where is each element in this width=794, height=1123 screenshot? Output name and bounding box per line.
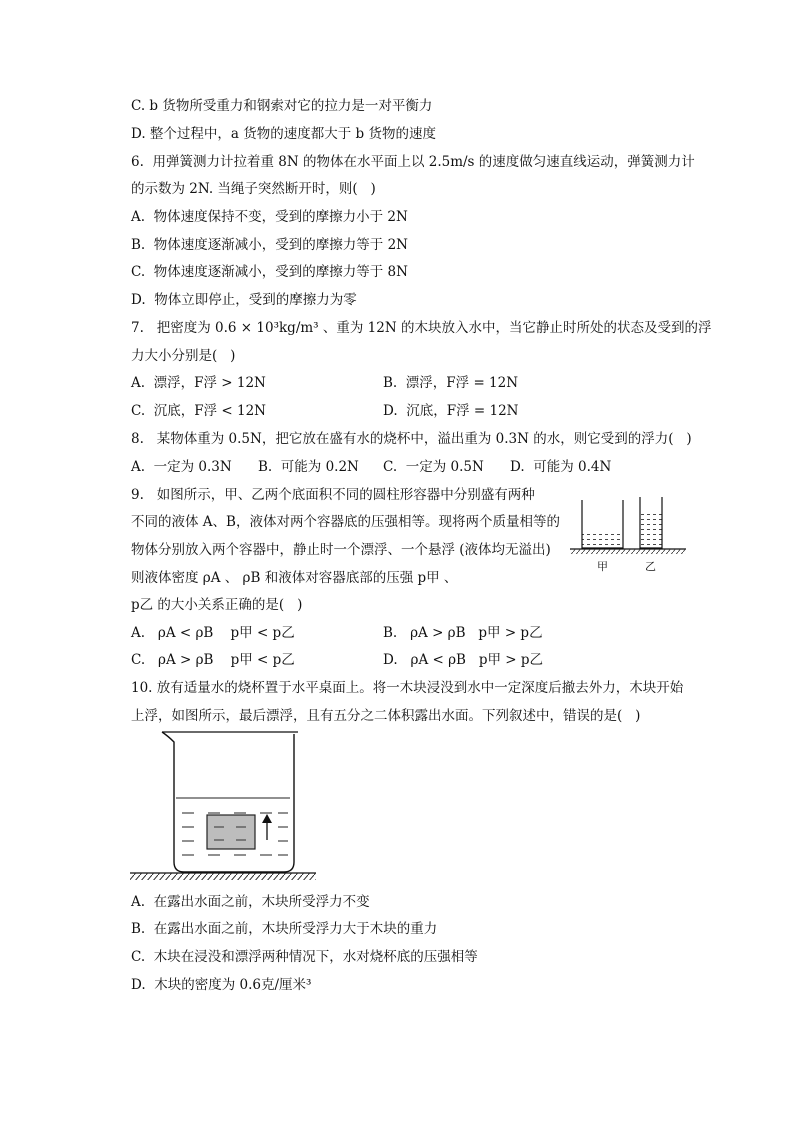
q6-option-c: C. 物体速度逐渐减小，受到的摩擦力等于 8N <box>131 264 408 280</box>
q7-stem-line1: 7. 把密度为 0.6 × 10³kg/m³ 、重为 12N 的木块放入水中，当它静止时所处的状态及受到的浮 <box>131 320 712 336</box>
q8-option-a: A. 一定为 0.3N <box>131 459 232 475</box>
q9-stem-line3: 物体分别放入两个容器中，静止时一个漂浮、一个悬浮 (液体均无溢出) <box>131 542 551 558</box>
q10-stem-line2: 上浮，如图所示，最后漂浮，且有五分之二体积露出水面。下列叙述中，错误的是( ) <box>131 708 641 724</box>
q5-option-d: D. 整个过程中，a 货物的速度都大于 b 货物的速度 <box>131 126 436 142</box>
q10-arrow-head <box>262 814 272 823</box>
q6-option-d: D. 物体立即停止，受到的摩擦力为零 <box>131 292 357 308</box>
q9-label-yi: 乙 <box>645 560 656 573</box>
q6-option-a: A. 物体速度保持不变，受到的摩擦力小于 2N <box>131 209 408 225</box>
q5-option-c: C. b 货物所受重力和钢索对它的拉力是一对平衡力 <box>131 98 433 114</box>
q7-stem-line2: 力大小分别是( ) <box>131 348 236 364</box>
q7-option-c: C. 沉底，F浮 < 12N <box>131 403 266 419</box>
q10-option-d: D. 木块的密度为 0.6克/厘米³ <box>131 977 312 993</box>
q10-stem-line1: 10. 放有适量水的烧杯置于水平桌面上。将一木块浸没到水中一定深度后撤去外力，木块开始 <box>131 680 684 696</box>
q9-containers-figure <box>568 492 688 574</box>
q9-option-c: C. ρA > ρB p甲 < p乙 <box>131 652 295 668</box>
q10-table-hatch <box>130 873 316 880</box>
q8-stem: 8. 某物体重为 0.5N，把它放在盛有水的烧杯中，溢出重为 0.3N 的水，则它受到的浮力( ) <box>131 431 692 447</box>
q9-stem-line1: 9. 如图所示，甲、乙两个底面积不同的圆柱形容器中分别盛有两种 <box>131 487 535 503</box>
q9-option-d: D. ρA < ρB p甲 > p乙 <box>383 652 543 668</box>
q8-option-d: D. 可能为 0.4N <box>510 459 612 475</box>
q8-option-b: B. 可能为 0.2N <box>258 459 359 475</box>
q6-stem-line1: 6. 用弹簧测力计拉着重 8N 的物体在水平面上以 2.5m/s 的速度做匀速直线运动，弹簧测力计 <box>131 154 695 170</box>
q7-option-b: B. 漂浮，F浮 = 12N <box>383 375 519 391</box>
q10-beaker-figure <box>128 728 318 882</box>
q10-beaker <box>162 732 294 872</box>
q9-liquid-b <box>640 511 662 548</box>
q10-wooden-block <box>207 815 255 849</box>
q9-stem-line2: 不同的液体 A、B，液体对两个容器底的压强相等。现将两个质量相等的 <box>131 514 560 530</box>
q9-stem-line4: 则液体密度 ρA 、 ρB 和液体对容器底部的压强 p甲 、 <box>131 570 458 586</box>
q7-option-d: D. 沉底，F浮 = 12N <box>383 403 519 419</box>
q9-option-b: B. ρA > ρB p甲 > p乙 <box>383 625 543 641</box>
q6-stem-line2: 的示数为 2N. 当绳子突然断开时，则( ) <box>131 181 376 197</box>
q9-liquid-a <box>582 532 623 548</box>
q8-option-c: C. 一定为 0.5N <box>383 459 484 475</box>
q10-option-b: B. 在露出水面之前，木块所受浮力大于木块的重力 <box>131 921 438 937</box>
q9-stem-line5: p乙 的大小关系正确的是( ) <box>131 597 303 613</box>
q10-option-a: A. 在露出水面之前，木块所受浮力不变 <box>131 894 370 910</box>
q9-ground-hatch <box>570 549 686 554</box>
q9-label-jia: 甲 <box>597 560 608 573</box>
q9-option-a: A. ρA < ρB p甲 < p乙 <box>131 625 295 641</box>
q10-option-c: C. 木块在浸没和漂浮两种情况下，水对烧杯底的压强相等 <box>131 949 478 965</box>
q6-option-b: B. 物体速度逐渐减小，受到的摩擦力等于 2N <box>131 237 408 253</box>
q7-option-a: A. 漂浮，F浮 > 12N <box>131 375 266 391</box>
